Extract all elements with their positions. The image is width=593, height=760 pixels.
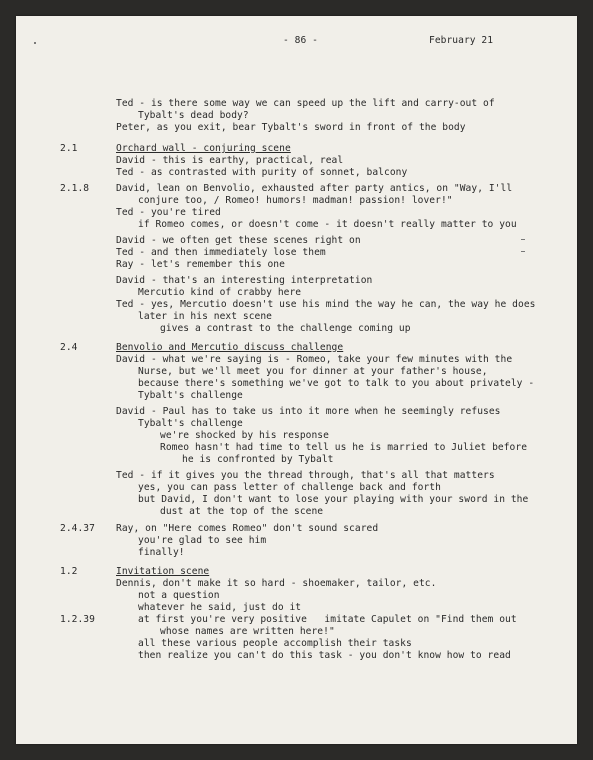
- text-line: Benvolio and Mercutio discuss challenge: [116, 342, 344, 353]
- text-line: 2.1: [60, 143, 78, 154]
- document-page: [16, 16, 577, 744]
- text-line: David - that's an interesting interpretation: [116, 275, 373, 286]
- text-line: then realize you can't do this task - you don't know how to read: [138, 650, 511, 661]
- text-line: 2.4.37: [60, 523, 95, 534]
- text-line: Invitation scene: [116, 566, 210, 577]
- text-line: gives a contrast to the challenge coming up: [160, 323, 411, 334]
- margin-tick: [521, 251, 525, 252]
- text-line: Tybalt's dead body?: [138, 110, 249, 121]
- page-number: - 86 -: [283, 35, 318, 46]
- text-line: because there's something we've got to talk to you about privately -: [138, 378, 535, 389]
- paper-mark: [34, 42, 36, 44]
- text-line: conjure too, / Romeo! humors! madman! passion! lover!": [138, 195, 453, 206]
- text-line: David - this is earthy, practical, real: [116, 155, 344, 166]
- text-line: you're glad to see him: [138, 535, 267, 546]
- text-line: dust at the top of the scene: [160, 506, 324, 517]
- text-line: later in his next scene: [138, 311, 272, 322]
- text-line: 2.4: [60, 342, 78, 353]
- text-line: he is confronted by Tybalt: [182, 454, 334, 465]
- margin-tick: [521, 239, 525, 240]
- text-line: whose names are written here!": [160, 626, 335, 637]
- text-line: Ray, on "Here comes Romeo" don't sound scared: [116, 523, 379, 534]
- text-line: Ted - yes, Mercutio doesn't use his mind the way he can, the way he does: [116, 299, 536, 310]
- text-line: Ted - and then immediately lose them: [116, 247, 326, 258]
- text-line: Romeo hasn't had time to tell us he is married to Juliet before: [160, 442, 528, 453]
- text-line: Ray - let's remember this one: [116, 259, 285, 270]
- text-line: Ted - you're tired: [116, 207, 221, 218]
- page-date: February 21: [429, 35, 494, 46]
- text-line: Peter, as you exit, bear Tybalt's sword in front of the body: [116, 122, 466, 133]
- text-line: 2.1.8: [60, 183, 90, 194]
- text-line: Nurse, but we'll meet you for dinner at your father's house,: [138, 366, 488, 377]
- text-line: not a question: [138, 590, 220, 601]
- text-line: yes, you can pass letter of challenge back and forth: [138, 482, 441, 493]
- text-line: David - Paul has to take us into it more when he seemingly refuses: [116, 406, 501, 417]
- text-line: whatever he said, just do it: [138, 602, 302, 613]
- text-line: David - what we're saying is - Romeo, take your few minutes with the: [116, 354, 513, 365]
- text-line: Tybalt's challenge: [138, 390, 243, 401]
- text-line: if Romeo comes, or doesn't come - it doesn't really matter to you: [138, 219, 517, 230]
- text-line: Mercutio kind of crabby here: [138, 287, 302, 298]
- text-line: but David, I don't want to lose your playing with your sword in the: [138, 494, 529, 505]
- text-line: Ted - is there some way we can speed up the lift and carry-out of: [116, 98, 495, 109]
- text-line: all these various people accomplish their tasks: [138, 638, 412, 649]
- text-line: we're shocked by his response: [160, 430, 329, 441]
- text-line: David - we often get these scenes right on: [116, 235, 361, 246]
- text-line: Ted - if it gives you the thread through, that's all that matters: [116, 470, 495, 481]
- text-line: Ted - as contrasted with purity of sonnet, balcony: [116, 167, 408, 178]
- text-line: David, lean on Benvolio, exhausted after party antics, on "Way, I'll: [116, 183, 513, 194]
- text-line: finally!: [138, 547, 185, 558]
- text-line: 1.2.39: [60, 614, 95, 625]
- text-line: Orchard wall - conjuring scene: [116, 143, 291, 154]
- text-line: Dennis, don't make it so hard - shoemaker, tailor, etc.: [116, 578, 437, 589]
- text-line: 1.2: [60, 566, 78, 577]
- text-line: Tybalt's challenge: [138, 418, 243, 429]
- text-line: at first you're very positive imitate Capulet on "Find them out: [138, 614, 517, 625]
